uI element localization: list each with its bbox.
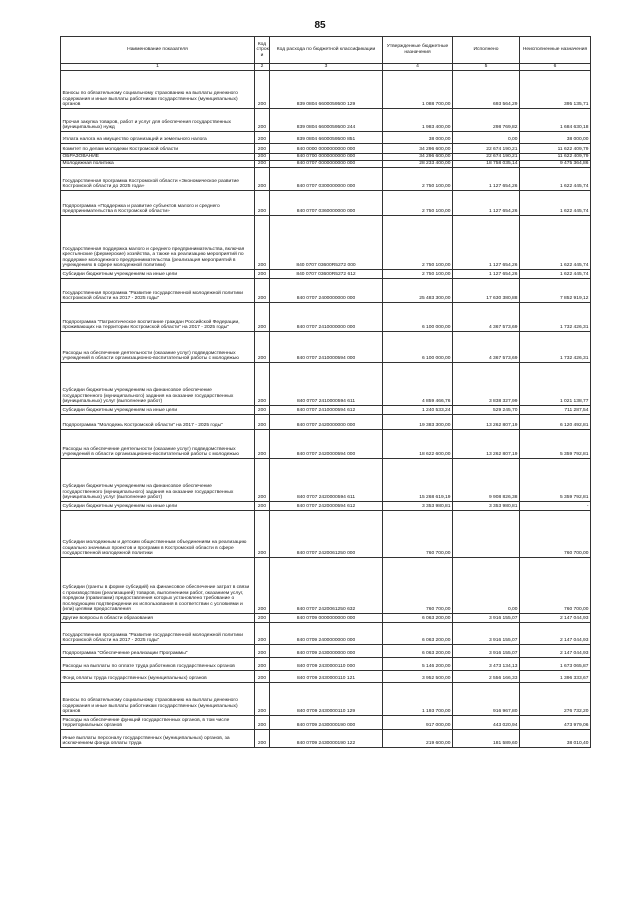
row-executed: 9 908 826,38 [453, 459, 520, 502]
row-line-code: 200 [255, 216, 270, 270]
table-row [61, 730, 591, 748]
row-approved: 760 700,00 [383, 511, 453, 558]
row-line-code: 200 [255, 168, 270, 191]
table-row [61, 132, 591, 144]
row-name: Подпрограмма "Молодежь Костромской области" на 2017 - 2025 годы" [61, 415, 255, 430]
row-approved: 4 859 466,76 [383, 363, 453, 406]
header-name: Наименование показателя [61, 37, 255, 64]
column-number: 2 [255, 64, 270, 71]
row-name: Государственная программа Костромской области «Экономическое развитие Костромской области до 2025 года» [61, 168, 255, 191]
row-name: Иные выплаты персоналу государственных (муниципальных) органов, за исключением фонда оплаты труда [61, 730, 255, 748]
row-unexecuted: 11 622 409,79 [520, 154, 591, 161]
table-row [61, 658, 591, 671]
row-executed: 1 127 654,26 [453, 216, 520, 270]
row-approved: 2 750 100,00 [383, 270, 453, 279]
table-row [61, 502, 591, 511]
row-approved: 19 383 300,00 [383, 415, 453, 430]
row-line-code: 200 [255, 154, 270, 161]
row-line-code: 200 [255, 558, 270, 614]
row-executed: 298 769,82 [453, 109, 520, 132]
row-budget-code: 840 0709 2430000190 122 [270, 730, 383, 748]
row-unexecuted: 38 000,00 [520, 132, 591, 144]
row-approved: 2 750 100,00 [383, 191, 453, 216]
row-budget-code: 840 0707 2410000594 000 [270, 332, 383, 363]
row-budget-code: 840 0707 2420000594 000 [270, 430, 383, 459]
row-executed: 18 758 035,14 [453, 161, 520, 168]
row-line-code: 200 [255, 502, 270, 511]
row-budget-code: 840 0707 03600R5272 000 [270, 216, 383, 270]
row-name: Взносы по обязательному социальному страхованию на выплаты денежного содержания и иные выплаты работникам государственных (муниципальных) органов [61, 71, 255, 109]
table-row [61, 645, 591, 658]
row-line-code: 200 [255, 161, 270, 168]
row-approved: 38 000,00 [383, 132, 453, 144]
row-budget-code: 840 0707 0300000000 000 [270, 168, 383, 191]
row-line-code: 200 [255, 332, 270, 363]
table-row [61, 332, 591, 363]
row-unexecuted: 1 021 138,77 [520, 363, 591, 406]
row-executed: 13 262 807,19 [453, 430, 520, 459]
row-name: ОБРАЗОВАНИЕ [61, 154, 255, 161]
row-name: Подпрограмма "Патриотическое воспитание граждан Российской Федерации, проживающих на территории Костромской области" на 2017 - 2025 годы" [61, 303, 255, 332]
row-budget-code: 840 0707 2420061250 000 [270, 511, 383, 558]
row-approved: 6 100 000,00 [383, 332, 453, 363]
row-unexecuted: 38 010,40 [520, 730, 591, 748]
row-executed: 22 674 190,21 [453, 144, 520, 154]
row-budget-code: 840 0709 2430000110 121 [270, 671, 383, 683]
row-name: Подпрограмма «Поддержка и развитие субъектов малого и среднего предпринимательства в Костромской области» [61, 191, 255, 216]
table-row [61, 671, 591, 683]
row-unexecuted: 11 622 409,79 [520, 144, 591, 154]
row-approved: 2 750 100,00 [383, 168, 453, 191]
row-name: Государственная программа "Развитие государственной молодежной политики Костромской области на 2017 - 2025 годы" [61, 623, 255, 645]
row-executed: 4 367 573,69 [453, 303, 520, 332]
row-approved: 18 622 600,00 [383, 430, 453, 459]
row-name: Уплата налога на имущество организаций и земельного налога [61, 132, 255, 144]
row-approved: 3 353 980,81 [383, 502, 453, 511]
row-name: Субсидии бюджетным учреждениям на финансовое обеспечение государственного (муниципального) задания на оказание государственных (муниципальных) услуг (выполнение работ) [61, 363, 255, 406]
row-executed: 3 473 134,13 [453, 658, 520, 671]
row-line-code: 200 [255, 614, 270, 623]
row-line-code: 200 [255, 270, 270, 279]
row-budget-code: 840 0707 0360000000 000 [270, 191, 383, 216]
row-line-code: 200 [255, 623, 270, 645]
row-unexecuted: 6 120 492,81 [520, 415, 591, 430]
column-number: 4 [383, 64, 453, 71]
table-row [61, 71, 591, 109]
row-executed: 0,00 [453, 558, 520, 614]
table-row [61, 415, 591, 430]
column-number: 6 [520, 64, 591, 71]
row-budget-code: 840 0707 0000000000 000 [270, 161, 383, 168]
budget-report-table [60, 36, 591, 748]
row-unexecuted: 1 622 445,74 [520, 270, 591, 279]
row-name: Прочая закупка товаров, работ и услуг для обеспечения государственных (муниципальных) нужд [61, 109, 255, 132]
row-approved: 6 063 200,00 [383, 645, 453, 658]
row-executed: 916 967,80 [453, 683, 520, 716]
row-line-code: 200 [255, 363, 270, 406]
table-row [61, 614, 591, 623]
row-name: Субсидии бюджетным учреждениям на финансовое обеспечение государственного (муниципального) задания на оказание государственных (муниципальных) услуг (выполнение работ) [61, 459, 255, 502]
row-line-code: 200 [255, 671, 270, 683]
row-budget-code: 840 0709 0000000000 000 [270, 614, 383, 623]
row-name: Субсидии бюджетным учреждениям на иные цели [61, 406, 255, 415]
table-row [61, 216, 591, 270]
row-budget-code: 840 0707 2420000594 612 [270, 502, 383, 511]
row-unexecuted: 7 852 919,12 [520, 279, 591, 303]
row-name: Субсидии бюджетным учреждениям на иные цели [61, 502, 255, 511]
row-approved: 1 240 533,24 [383, 406, 453, 415]
row-budget-code: 840 0709 2430000000 000 [270, 645, 383, 658]
row-executed: 4 367 573,69 [453, 332, 520, 363]
header-executed: Исполнено [453, 37, 520, 64]
row-name: Субсидии молодежным и детским общественным объединениям на реализацию социально значимых проектов и программ в Костромской области в сфере государственной молодежной политики [61, 511, 255, 558]
table-row [61, 168, 591, 191]
row-unexecuted: 395 135,71 [520, 71, 591, 109]
row-unexecuted: 760 700,00 [520, 558, 591, 614]
table-row [61, 144, 591, 154]
row-unexecuted: 2 147 044,93 [520, 614, 591, 623]
row-line-code: 200 [255, 279, 270, 303]
row-name: Субсидии бюджетным учреждениям на иные цели [61, 270, 255, 279]
row-line-code: 200 [255, 730, 270, 748]
table-row [61, 191, 591, 216]
row-line-code: 200 [255, 406, 270, 415]
table-row [61, 558, 591, 614]
row-unexecuted: 1 622 445,74 [520, 168, 591, 191]
row-line-code: 200 [255, 71, 270, 109]
row-approved: 1 983 400,00 [383, 109, 453, 132]
header-approved: Утвержденные бюджетные назначения [383, 37, 453, 64]
row-executed: 1 127 654,26 [453, 191, 520, 216]
row-approved: 25 483 300,00 [383, 279, 453, 303]
row-executed: 693 564,29 [453, 71, 520, 109]
table-row [61, 623, 591, 645]
row-unexecuted: 1 732 426,31 [520, 303, 591, 332]
row-line-code: 200 [255, 716, 270, 730]
row-budget-code: 840 0700 0000000000 000 [270, 154, 383, 161]
row-name: Взносы по обязательному социальному страхованию на выплаты денежного содержания и иные выплаты работникам государственных (муниципальных) органов [61, 683, 255, 716]
row-unexecuted: 5 359 792,81 [520, 459, 591, 502]
row-unexecuted: 2 147 044,93 [520, 623, 591, 645]
row-executed: 529 245,70 [453, 406, 520, 415]
row-approved: 917 000,00 [383, 716, 453, 730]
row-unexecuted: 1 622 445,74 [520, 191, 591, 216]
row-name: Расходы на выплаты по оплате труда работников государственных органов [61, 658, 255, 671]
row-line-code: 200 [255, 645, 270, 658]
row-budget-code: 840 0707 2420000594 611 [270, 459, 383, 502]
table-row [61, 161, 591, 168]
row-unexecuted: 473 979,06 [520, 716, 591, 730]
row-approved: 34 296 600,00 [383, 144, 453, 154]
row-unexecuted: 1 622 445,74 [520, 216, 591, 270]
row-line-code: 200 [255, 511, 270, 558]
table-row [61, 303, 591, 332]
row-budget-code: 840 0707 03600R5272 612 [270, 270, 383, 279]
header-line-code: Код строк и [255, 37, 270, 64]
row-executed: 13 262 807,19 [453, 415, 520, 430]
row-executed: 3 916 155,07 [453, 645, 520, 658]
row-budget-code: 840 0707 2420061250 632 [270, 558, 383, 614]
table-body [61, 71, 591, 748]
row-line-code: 200 [255, 415, 270, 430]
row-line-code: 200 [255, 191, 270, 216]
row-unexecuted: 1 684 630,18 [520, 109, 591, 132]
row-approved: 6 063 200,00 [383, 614, 453, 623]
row-executed: 443 020,94 [453, 716, 520, 730]
row-budget-code: 840 0709 2430000110 129 [270, 683, 383, 716]
row-budget-code: 840 0707 2410000594 611 [270, 363, 383, 406]
table-row [61, 406, 591, 415]
row-approved: 219 600,00 [383, 730, 453, 748]
row-executed: 0,00 [453, 132, 520, 144]
row-executed: 1 127 654,26 [453, 270, 520, 279]
row-approved: 1 088 700,00 [383, 71, 453, 109]
row-executed: 3 353 980,81 [453, 502, 520, 511]
row-approved: 34 296 600,00 [383, 154, 453, 161]
row-executed: 3 916 155,07 [453, 614, 520, 623]
row-line-code: 200 [255, 658, 270, 671]
row-executed: 181 589,60 [453, 730, 520, 748]
row-name: Государственная поддержка малого и среднего предпринимательства, включая крестьянские (фермерские) хозяйства, а также на реализацию мероприятий по поддержке молодежного предпринимательства (реализация мероприятий в учреждениях в сфере молодежной политики) [61, 216, 255, 270]
row-budget-code: 840 0707 2410000000 000 [270, 303, 383, 332]
row-name: Другие вопросы в области образования [61, 614, 255, 623]
row-name: Комитет по делам молодежи Костромской области [61, 144, 255, 154]
row-unexecuted: - [520, 502, 591, 511]
row-approved: 15 268 619,19 [383, 459, 453, 502]
column-number-row [61, 64, 591, 71]
table-row [61, 683, 591, 716]
row-name: Государственная программа "Развитие государственной молодежной политики Костромской области на 2017 - 2025 годы" [61, 279, 255, 303]
column-number: 5 [453, 64, 520, 71]
row-budget-code: 840 0000 0000000000 000 [270, 144, 383, 154]
row-executed: 1 127 654,26 [453, 168, 520, 191]
row-budget-code: 839 0804 6600059500 129 [270, 71, 383, 109]
row-line-code: 200 [255, 683, 270, 716]
table-row [61, 459, 591, 502]
row-unexecuted: 760 700,00 [520, 511, 591, 558]
row-budget-code: 840 0709 2430000190 000 [270, 716, 383, 730]
row-unexecuted: 711 287,54 [520, 406, 591, 415]
table-row [61, 109, 591, 132]
row-approved: 6 063 200,00 [383, 623, 453, 645]
row-line-code: 200 [255, 303, 270, 332]
table-row [61, 430, 591, 459]
row-budget-code: 840 0707 2400000000 000 [270, 279, 383, 303]
row-name: Подпрограмма "Обеспечение реализации Программы" [61, 645, 255, 658]
row-executed: 2 556 166,33 [453, 671, 520, 683]
row-line-code: 200 [255, 459, 270, 502]
row-line-code: 200 [255, 144, 270, 154]
row-approved: 2 750 100,00 [383, 216, 453, 270]
row-executed: 3 916 155,07 [453, 623, 520, 645]
row-executed: 17 630 380,88 [453, 279, 520, 303]
row-approved: 5 146 200,00 [383, 658, 453, 671]
row-line-code: 200 [255, 109, 270, 132]
header-budget-code: Код расхода по бюджетной классификации [270, 37, 383, 64]
row-executed: 3 838 327,99 [453, 363, 520, 406]
row-unexecuted: 5 359 792,81 [520, 430, 591, 459]
row-approved: 6 100 000,00 [383, 303, 453, 332]
row-budget-code: 840 0707 2420000000 000 [270, 415, 383, 430]
row-unexecuted: 1 396 333,67 [520, 671, 591, 683]
row-budget-code: 839 0804 6600059500 244 [270, 109, 383, 132]
column-number: 3 [270, 64, 383, 71]
row-name: Расходы на обеспечение деятельности (оказание услуг) подведомственных учреждений в области организационно-воспитательной работы с молодежью [61, 430, 255, 459]
row-line-code: 200 [255, 132, 270, 144]
row-approved: 760 700,00 [383, 558, 453, 614]
row-approved: 3 952 500,00 [383, 671, 453, 683]
header-unexecuted: Неисполненные назначения [520, 37, 591, 64]
row-name: Расходы на обеспечение функций государственных органов, в том числе территориальных органов [61, 716, 255, 730]
row-name: Субсидии (гранты в форме субсидий) на финансовое обеспечение затрат в связи с производством (реализацией) товаров, выполнением работ, оказанием услуг, порядком (правилами) предоставления которых установлено требование о последующем подтверждении их использования в соответствии с условиями и (или) целями предоставления [61, 558, 255, 614]
row-approved: 28 233 400,00 [383, 161, 453, 168]
row-unexecuted: 1 673 065,87 [520, 658, 591, 671]
row-name: Расходы на обеспечение деятельности (оказание услуг) подведомственных учреждений в области организационно-воспитательной работы с молодежью [61, 332, 255, 363]
row-name: Фонд оплаты труда государственных (муниципальных) органов [61, 671, 255, 683]
row-unexecuted: 1 732 426,31 [520, 332, 591, 363]
table-header [61, 37, 591, 64]
page-number: 85 [314, 20, 326, 31]
row-budget-code: 840 0707 2410000594 612 [270, 406, 383, 415]
row-budget-code: 840 0709 2400000000 000 [270, 623, 383, 645]
table-row [61, 279, 591, 303]
row-unexecuted: 2 147 044,93 [520, 645, 591, 658]
row-budget-code: 840 0709 2430000110 000 [270, 658, 383, 671]
table-row [61, 363, 591, 406]
table-row [61, 511, 591, 558]
row-name: Молодежная политика [61, 161, 255, 168]
table-row [61, 716, 591, 730]
row-executed [453, 511, 520, 558]
row-line-code: 200 [255, 430, 270, 459]
table-row [61, 270, 591, 279]
column-number: 1 [61, 64, 255, 71]
row-executed: 22 674 190,21 [453, 154, 520, 161]
row-unexecuted: 9 475 364,86 [520, 161, 591, 168]
table-row [61, 154, 591, 161]
row-budget-code: 839 0804 6600059500 851 [270, 132, 383, 144]
row-unexecuted: 276 732,20 [520, 683, 591, 716]
row-approved: 1 193 700,00 [383, 683, 453, 716]
